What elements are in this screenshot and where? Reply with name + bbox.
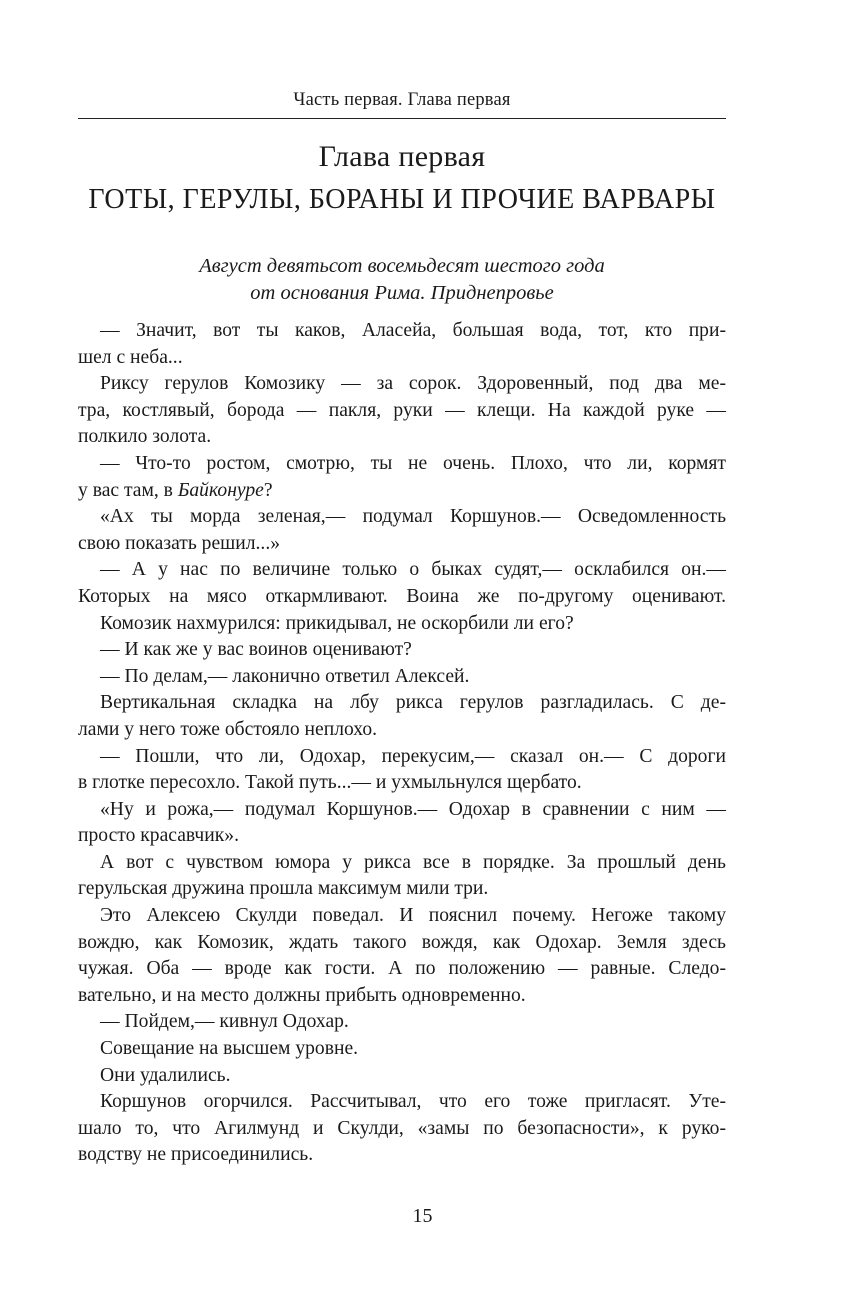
text-line: просто красавчик». [78,825,239,847]
text-line: — Пойдем,— кивнул Одохар. [100,1011,349,1033]
text-line: А вот с чувством юмора у рикса все в порядке. За прошлый день [100,851,726,873]
chapter-subtitle: ГОТЫ, ГЕРУЛЫ, БОРАНЫ И ПРОЧИЕ ВАРВАРЫ [88,184,716,215]
text-line: лами у него тоже обстояло неплохо. [78,718,378,740]
text-line: — По делам,— лаконично ответил Алексей. [100,665,470,687]
text-line: — Значит, вот ты каков, Аласейа, большая вода, тот, кто при- [100,320,726,341]
text-line: шел с неба... [78,346,183,368]
page-number: 15 [412,1205,433,1227]
text-line [78,478,726,505]
text-line: — А у нас по величине только о быках судят,— осклабился он.— [100,559,726,581]
text-line: полкило золота. [78,426,212,448]
text-line: Они удалились. [100,1064,231,1086]
text-line: Это Алексею Скулди поведал. И пояснил почему. Негоже такому [100,905,726,927]
text-line: Комозик нахмурился: прикидывал, не оскорбили ли его? [100,612,574,634]
chapter-title: Глава первая [318,140,486,173]
text-line: Которых на мясо откармливают. Воина же по-другому оценивают. [78,585,726,607]
text-line: — Пошли, что ли, Одохар, перекусим,— сказал он.— С дороги [100,745,726,767]
header-rule [78,118,726,119]
text-line: Коршунов огорчился. Рассчитывал, что его тоже пригласят. Уте- [100,1091,726,1113]
italic-term: Байконуре [177,479,264,501]
text-line: — И как же у вас воинов оценивают? [100,639,412,661]
text-fragment: ? [263,479,273,501]
text-line: в глотке пересохло. Такой путь...— и ухмыльнулся щербато. [78,772,582,794]
body-text [78,318,726,1169]
running-head: Часть первая. Глава первая [293,90,511,110]
text-line: вождю, как Комозик, ждать такого вождя, как Одохар. Земля здесь [78,931,726,953]
epigraph-line: Август девятьсот восемьдесят шестого года [199,255,605,277]
text-line: «Ах ты морда зеленая,— подумал Коршунов.— Осведомленность [100,506,726,528]
text-line: Совещание на высшем уровне. [100,1038,359,1060]
text-line: — Что-то ростом, смотрю, ты не очень. Плохо, что ли, кормят [100,452,726,474]
text-line: вательно, и на место должны прибыть одновременно. [78,984,526,1006]
text-line: «Ну и рожа,— подумал Коршунов.— Одохар в сравнении с ним — [100,798,726,820]
text-line: Вертикальная складка на лбу рикса герулов разгладилась. С де- [100,692,726,714]
epigraph-line: от основания Рима. Приднепровье [250,282,554,304]
text-line: чужая. Оба — вроде как гости. А по положению — равные. Следо- [78,958,726,980]
text-line: шало то, что Агилмунд и Скулди, «замы по безопасности», к руко- [78,1117,726,1139]
text-fragment: у вас там, в [78,479,178,501]
text-line: тра, костлявый, борода — пакля, руки — клещи. На каждой руке — [78,399,726,421]
text-line: свою показать решил...» [78,532,281,554]
text-line: герульская дружина прошла максимум мили три. [78,878,489,900]
text-line: водству не присоединились. [78,1144,314,1166]
text-line: Риксу герулов Комозику — за сорок. Здоровенный, под два ме- [100,373,726,395]
epigraph [78,253,726,307]
